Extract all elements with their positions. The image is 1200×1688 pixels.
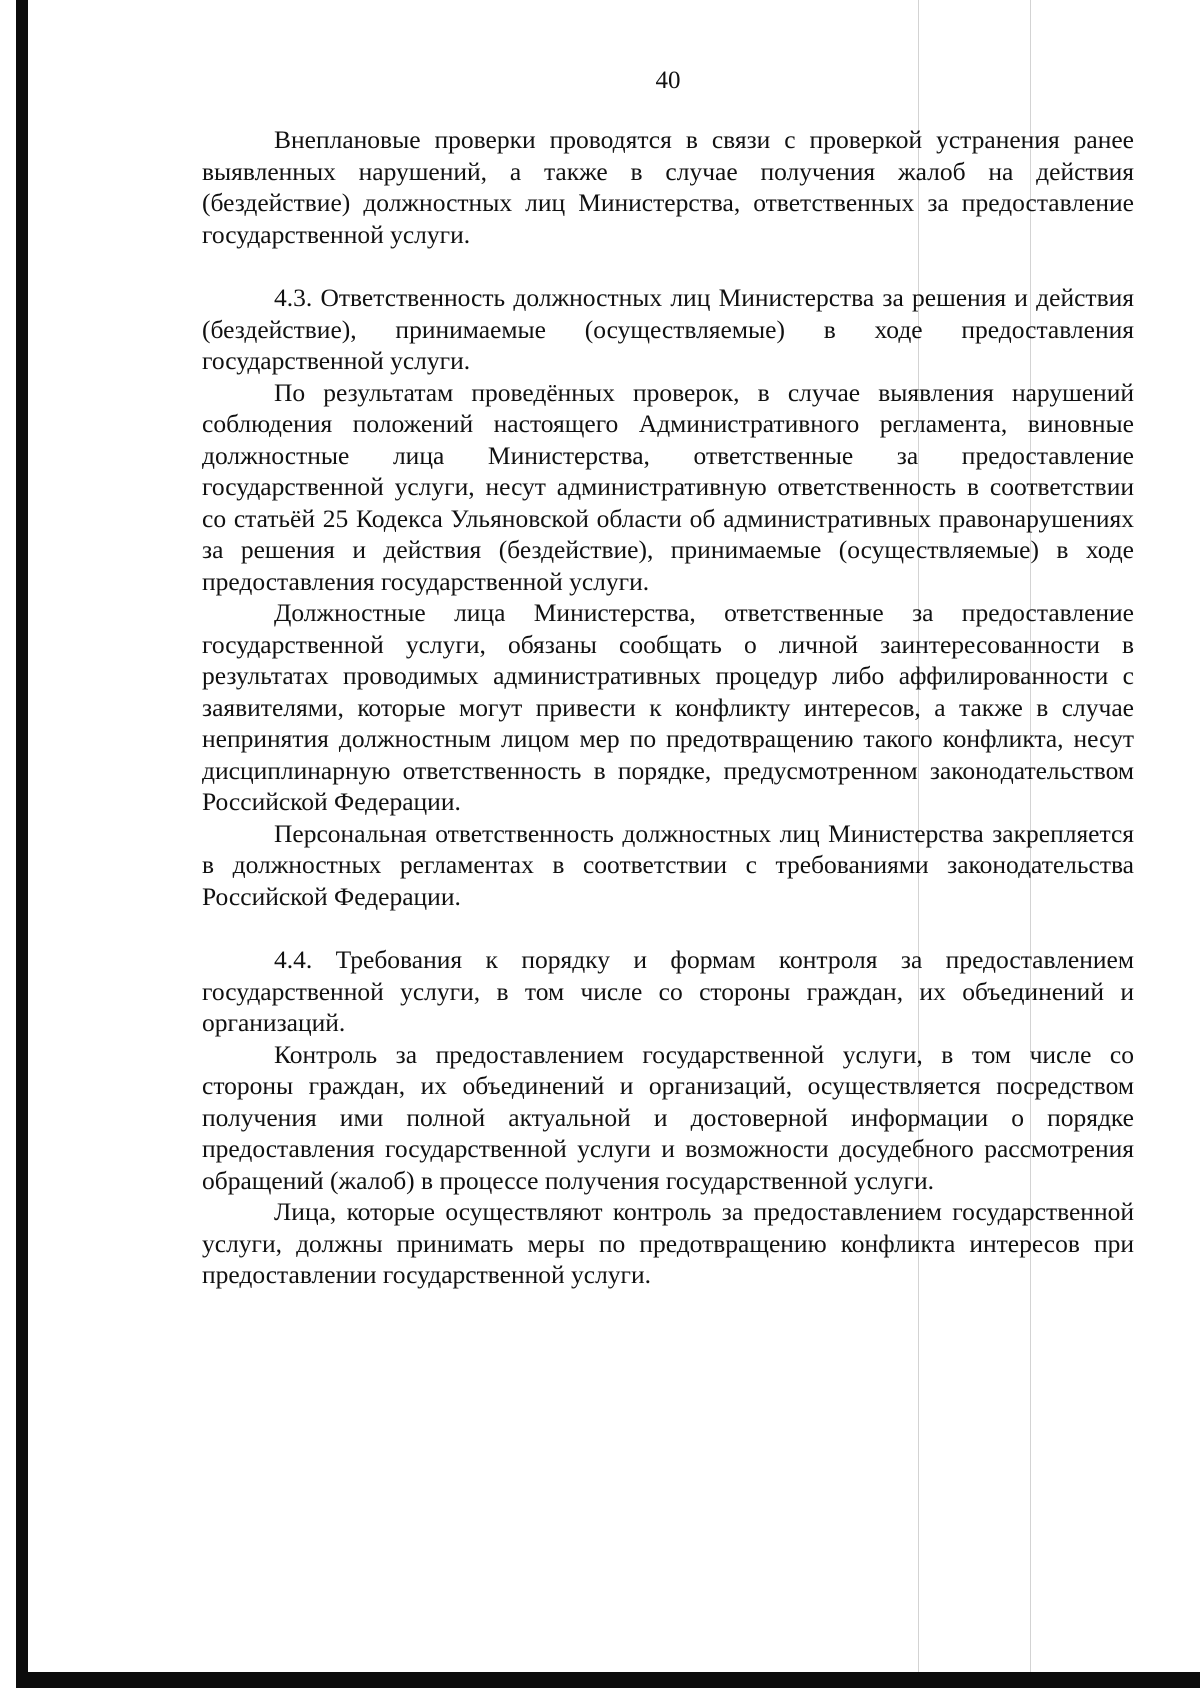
page-number: 40 (655, 67, 681, 94)
section-heading-4-4: 4.4. Требования к порядку и формам контроля за предоставлением государственной услуги, в том числе со стороны граждан, их объединений и организаций. (202, 945, 1134, 1037)
paragraph-controllers-measures: Лица, которые осуществляют контроль за предоставлением государственной услуги, должны принимать меры по предотвращению конфликта интересов при предоставлении государственной услуги. (202, 1197, 1134, 1289)
scan-bottom-border (16, 1672, 1200, 1688)
document-body (202, 124, 1134, 1291)
paragraph-inspection-results: По результатам проведённых проверок, в случае выявления нарушений соблюдения положений настоящего Административного регламента, виновные должностные лица Министерства, ответственные за предоставление государственной услуги, несут административную ответственность в соответствии со статьёй 25 Кодекса Ульяновской области об административных правонарушениях за решения и действия (бездействие), принимаемые (осуществляемые) в ходе предоставления государственной услуги. (202, 377, 1134, 596)
paragraph-control-by-citizens: Контроль за предоставлением государственной услуги, в том числе со стороны граждан, их объединений и организаций, осуществляется посредством получения ими полной актуальной и достоверной информации о порядке предоставления государственной услуги и возможности досудебного рассмотрения обращений (жалоб) в процессе получения государственной услуги. (202, 1039, 1134, 1195)
section-heading-4-3: 4.3. Ответственность должностных лиц Министерства за решения и действия (бездействие), принимаемые (осуществляемые) в ходе предоставления государственной услуги. (202, 283, 1134, 375)
paragraph-unscheduled-inspections: Внеплановые проверки проводятся в связи с проверкой устранения ранее выявленных нарушений, а также в случае получения жалоб на действия (бездействие) должностных лиц Министерства, ответственных за предоставление государственной услуги. (202, 125, 1134, 249)
paragraph-conflict-of-interest: Должностные лица Министерства, ответственные за предоставление государственной услуги, обязаны сообщать о личной заинтересованности в результатах проводимых административных процедур либо аффилированности с заявителями, которые могут привести к конфликту интересов, а также в случае непринятия должностным лицом мер по предотвращению такого конфликта, несут дисциплинарную ответственность в порядке, предусмотренном законодательством Российской Федерации. (202, 598, 1134, 816)
paragraph-personal-responsibility: Персональная ответственность должностных лиц Министерства закрепляется в должностных регламентах в соответствии с требованиями законодательства Российской Федерации. (202, 818, 1134, 911)
scan-left-border (16, 0, 28, 1688)
